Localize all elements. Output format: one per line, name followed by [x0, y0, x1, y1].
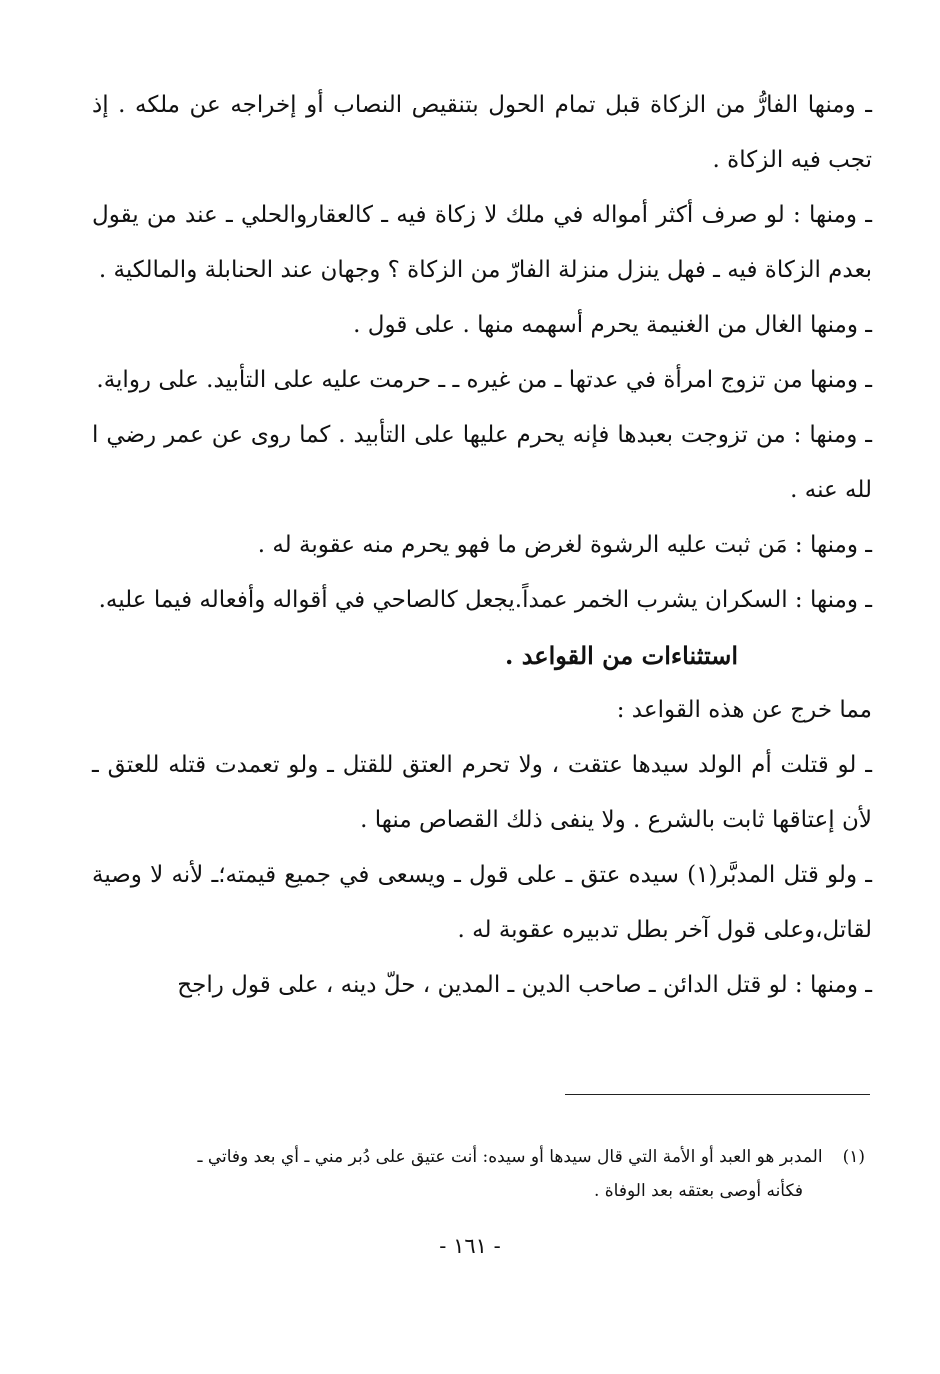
paragraph-1: ـ ومنها الفارُّ من الزكاة قبل تمام الحول بتنقيص النصاب أو إخراجه عن ملكه . إذ تجب فيه الزكاة .: [92, 92, 872, 173]
page-number: - ١٦١ -: [439, 1234, 501, 1258]
footnote-divider: [565, 1094, 870, 1095]
exception-3: ـ ومنها : لو قتل الدائن ـ صاحب الدين ـ المدين ، حلّ دينه ، على قول راجح: [177, 972, 872, 998]
footnote-text: المدبر هو العبد أو الأمة التي قال سيدها أو سيده: أنت عتيق على دُبر مني ـ أي بعد وفاتي ـ: [197, 1147, 823, 1167]
paragraph-3: ـ ومنها الغال من الغنيمة يحرم أسهمه منها . على قول .: [353, 312, 872, 338]
footnote-line-1: [105, 1140, 865, 1174]
paragraph-6: ـ ومنها : مَن ثبت عليه الرشوة لغرض ما فهو يحرم منه عقوبة له .: [257, 532, 872, 558]
paragraph-5: ـ ومنها : من تزوجت بعبدها فإنه يحرم عليها على التأبيد . كما روى عن عمر رضي ا لله عنه .: [92, 422, 872, 503]
paragraph-4: ـ ومنها من تزوج امرأة في عدتها ـ من غيره ـ ـ حرمت عليه على التأبيد. على رواية.: [96, 367, 872, 393]
paragraph-2: ـ ومنها : لو صرف أكثر أمواله في ملك لا زكاة فيه ـ كالعقاروالحلي ـ عند من يقول بعدم الزكاة فيه ـ فهل ينزل منزلة الفارّ من الزكاة ؟ وجهان عند الحنابلة والمالكية .: [92, 202, 872, 283]
footnote: [105, 1140, 865, 1208]
page-body: [92, 78, 872, 1013]
footnote-continuation: فكأنه أوصى بعتقه بعد الوفاة .: [593, 1181, 803, 1201]
section-heading: استثناءات من القواعد .: [504, 641, 738, 670]
paragraph-7: ـ ومنها : السكران يشرب الخمر عمداً.يجعل كالصاحي في أقواله وأفعاله فيما عليه.: [98, 587, 872, 613]
footnote-number: (١): [842, 1147, 865, 1167]
exception-2: ـ ولو قتل المدبَّر(١) سيده عتق ـ على قول ـ ويسعى في جميع قيمته؛ـ لأنه لا وصية لقاتل،وعلى قول آخر بطل تدبيره عقوبة له .: [92, 862, 872, 943]
exception-1: ـ لو قتلت أم الولد سيدها عتقت ، ولا تحرم العتق للقتل ـ ولو تعمدت قتله للعتق ـ لأن إعتاقها ثابت بالشرع . ولا ينفى ذلك القصاص منها .: [92, 752, 872, 833]
section-intro: مما خرج عن هذه القواعد :: [616, 697, 872, 723]
